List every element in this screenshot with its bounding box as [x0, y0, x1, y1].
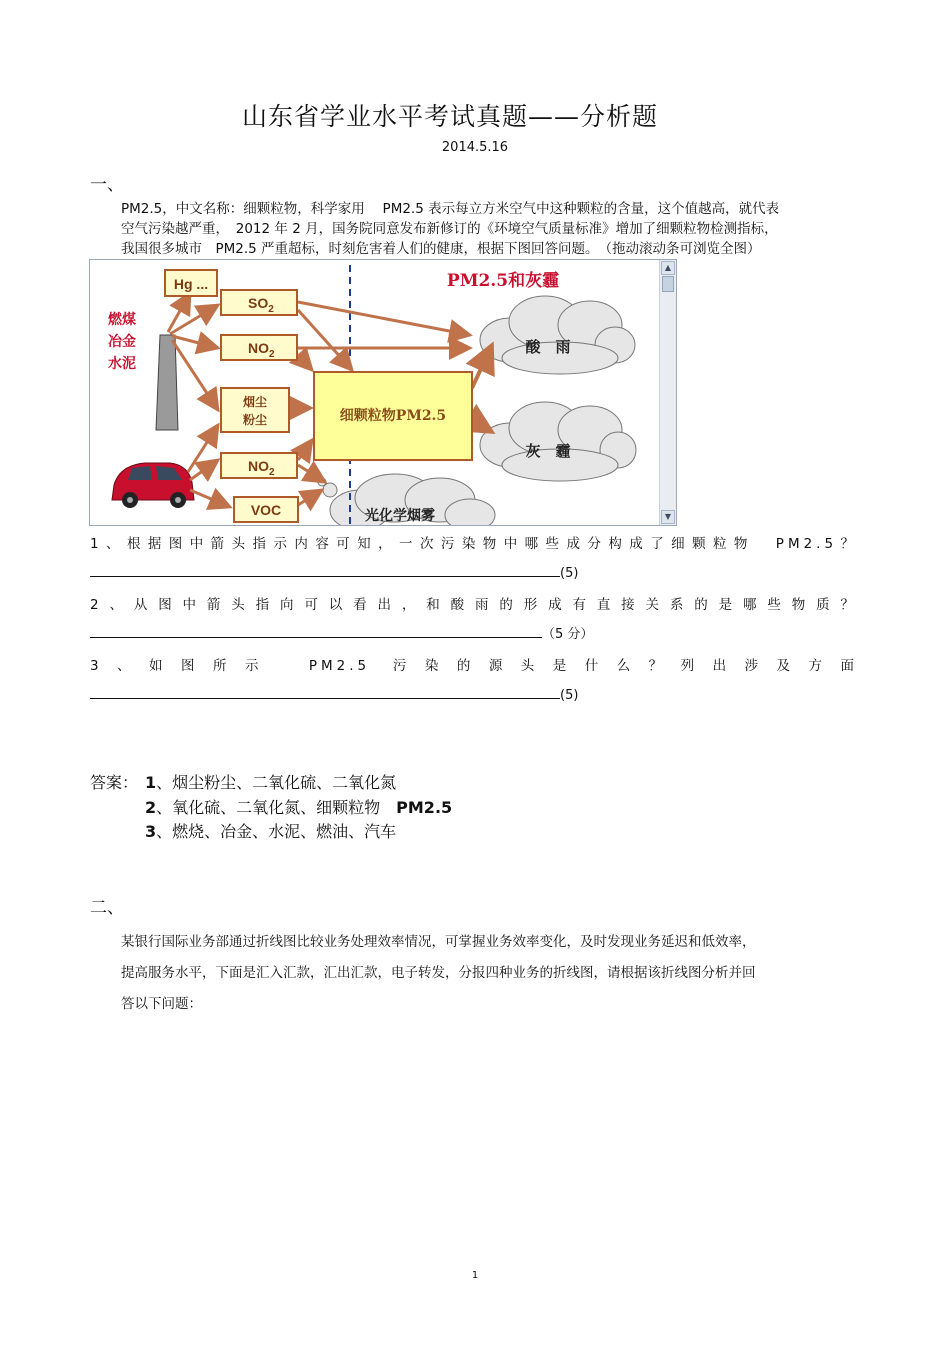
section-2-heading: 二、 — [90, 898, 124, 918]
cloud-smog-label: 光化学烟雾 — [365, 508, 435, 524]
chimney-icon — [156, 335, 178, 430]
question-1-score: (5) — [560, 566, 579, 581]
diagram-scrollbar[interactable] — [659, 260, 676, 525]
scroll-up-icon[interactable]: ▲ — [661, 261, 675, 275]
diagram-title: PM2.5和灰霾 — [446, 271, 560, 291]
intro-line: 答以下问题： — [121, 996, 202, 1012]
box-no2-upper-label: $NO_2$ — [248, 340, 275, 360]
pm25-diagram-frame[interactable] — [89, 259, 677, 526]
answer-blank-3[interactable] — [90, 685, 578, 703]
intro-line: 空气污染越严重， 2012 年 2 月，国务院同意发布新修订的《环境空气质量标准》增加了细颗粒物检测指标， — [121, 221, 778, 237]
box-so2-label: $SO_2$ — [248, 295, 274, 315]
answer-label: 答案： — [90, 773, 139, 792]
question-3-score: (5) — [560, 688, 579, 703]
cloud-haze-label: 灰 霾 — [525, 442, 571, 460]
source-cement: 水泥 — [108, 356, 136, 372]
answer-2: 2、氧化硫、二氧化氮、细颗粒物 PM2.5 — [145, 798, 453, 817]
box-dust-line2: 粉尘 — [242, 413, 268, 427]
page-number: 1 — [471, 1270, 479, 1281]
answer-1: 1、烟尘粉尘、二氧化硫、二氧化氮 — [145, 773, 397, 792]
section-1-heading: 一、 — [90, 175, 124, 195]
exam-date: 2014.5.16 — [441, 140, 509, 155]
intro-line: PM2.5，中文名称：细颗粒物，科学家用 PM2.5 表示每立方米空气中这种颗粒的含量，这个值越高，就代表 — [121, 201, 780, 217]
intro-line: 某银行国际业务部通过折线图比较业务处理效率情况，可掌握业务效率变化，及时发现业务延迟和低效率， — [121, 934, 756, 950]
question-2: 2、从图中箭头指向可以看出，和酸雨的形成有直接关系的是哪些物质？ — [90, 597, 858, 613]
intro-line: 提高服务水平，下面是汇入汇款，汇出汇款，电子转发，分报四种业务的折线图，请根据该折线图分析并回 — [121, 965, 756, 981]
answer-blank-2[interactable] — [90, 623, 593, 642]
car-icon — [112, 463, 194, 508]
section-1-intro — [121, 199, 861, 259]
source-coal: 燃煤 — [108, 312, 136, 328]
page-title: 山东省学业水平考试真题——分析题 — [241, 102, 658, 131]
box-dust-line1: 烟尘 — [242, 395, 268, 409]
question-3: 3、如图所示 PM2.5 污染的源头是什么？列出涉及方面 — [90, 658, 858, 674]
scroll-down-icon[interactable]: ▼ — [661, 510, 675, 524]
box-hg-label: Hg ... — [173, 276, 209, 292]
pm25-diagram — [90, 260, 660, 525]
intro-line: 我国很多城市 PM2.5 严重超标，时刻危害着人们的健康，根据下图回答问题。 （拖动滚动条可浏览全图） — [121, 241, 761, 257]
cloud-acid-rain-label: 酸 雨 — [525, 338, 571, 356]
cloud-acid-rain — [480, 296, 635, 374]
question-2-score: （5 分） — [542, 627, 594, 642]
box-voc-label: VOC — [250, 502, 282, 518]
scroll-thumb[interactable] — [662, 276, 674, 292]
answer-3: 3、燃烧、冶金、水泥、燃油、汽车 — [145, 822, 397, 841]
answer-blank-1[interactable] — [90, 563, 578, 581]
source-metallurgy: 冶金 — [108, 334, 136, 350]
center-label: 细颗粒物PM2.5 — [339, 408, 447, 424]
section-2-intro — [121, 927, 861, 1020]
box-no2-lower-label: $NO_2$ — [248, 458, 275, 478]
question-1: 1、根据图中箭头指示内容可知，一次污染物中哪些成分构成了细颗粒物 PM2.5？ — [90, 536, 858, 552]
